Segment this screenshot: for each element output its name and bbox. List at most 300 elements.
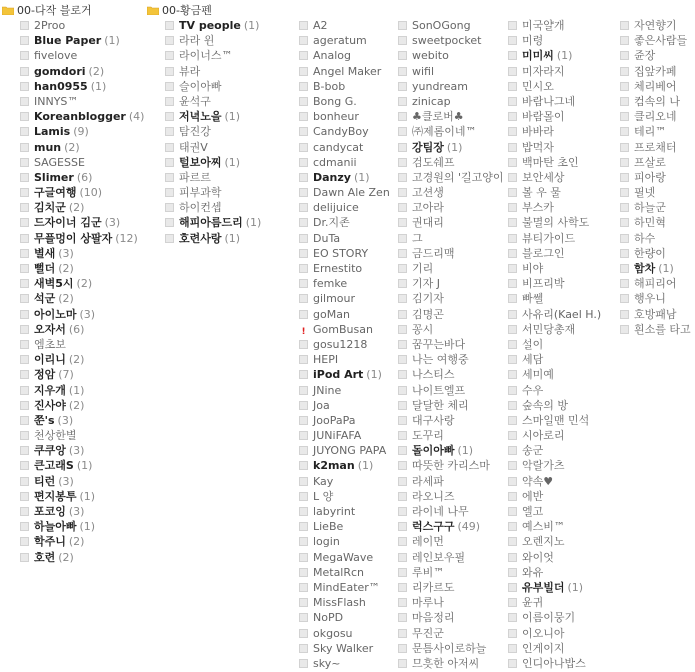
checkbox-icon[interactable] [508,401,517,410]
blog-item[interactable] [299,185,395,200]
blog-name[interactable]: mun [34,140,62,154]
blog-item[interactable] [20,124,144,139]
blog-name[interactable]: zinicap [412,94,451,108]
checkbox-icon[interactable] [20,82,29,91]
blog-name[interactable]: 하민혁 [634,216,666,230]
blog-name[interactable]: DuTa [313,231,341,245]
blog-item[interactable] [299,443,395,458]
checkbox-icon[interactable] [508,158,517,167]
blog-item[interactable] [508,610,618,625]
blog-name[interactable]: 부스카 [522,201,554,215]
checkbox-icon[interactable] [20,264,29,273]
blog-name[interactable]: 아이노마 [34,307,77,321]
blog-name[interactable]: ageratum [313,34,367,48]
blog-item[interactable] [20,261,144,276]
blog-item[interactable] [299,504,395,519]
blog-item[interactable] [299,155,395,170]
checkbox-icon[interactable] [398,659,407,668]
blog-item[interactable] [508,231,618,246]
blog-item[interactable] [398,413,516,428]
blog-name[interactable]: 별새 [34,246,56,260]
blog-name[interactable]: JUYONG PAPA [313,444,387,458]
blog-item[interactable] [620,185,695,200]
blog-item[interactable] [299,489,395,504]
blog-name[interactable]: B-bob [313,79,346,93]
checkbox-icon[interactable] [620,51,629,60]
blog-name[interactable]: 마루나 [412,596,444,610]
blog-item[interactable] [398,64,516,79]
checkbox-icon[interactable] [299,477,308,486]
checkbox-icon[interactable] [398,36,407,45]
blog-name[interactable]: 행우니 [634,292,666,306]
blog-name[interactable]: k2man [313,459,355,473]
checkbox-icon[interactable] [620,112,629,121]
blog-name[interactable]: GomBusan [313,322,373,336]
blog-item[interactable] [299,18,395,33]
checkbox-icon[interactable] [20,325,29,334]
checkbox-icon[interactable] [299,613,308,622]
blog-name[interactable]: TV people [179,19,241,32]
checkbox-icon[interactable] [299,355,308,364]
blog-item[interactable] [20,18,144,33]
blog-item[interactable] [299,322,395,337]
blog-item[interactable] [165,155,295,170]
blog-item[interactable] [20,170,144,185]
blog-name[interactable]: 나이트엘프 [412,383,466,397]
checkbox-icon[interactable] [508,249,517,258]
blog-name[interactable]: 강팀장 [412,140,444,154]
checkbox-icon[interactable] [508,553,517,562]
checkbox-icon[interactable] [398,234,407,243]
blog-item[interactable] [20,474,144,489]
blog-name[interactable]: 바람몰이 [522,110,565,124]
blog-item[interactable] [299,337,395,352]
blog-item[interactable] [620,140,695,155]
blog-name[interactable]: 한량이 [634,246,666,260]
blog-item[interactable] [508,124,618,139]
checkbox-icon[interactable] [398,629,407,638]
checkbox-icon[interactable] [165,188,174,197]
blog-name[interactable]: 오자서 [34,322,66,336]
blog-item[interactable] [508,185,618,200]
blog-name[interactable]: 도꾸리 [412,429,444,443]
checkbox-icon[interactable] [20,249,29,258]
blog-name[interactable]: Koreanblogger [34,110,126,124]
checkbox-icon[interactable] [620,203,629,212]
blog-name[interactable]: labyrint [313,505,356,518]
blog-name[interactable]: SonOGong [412,19,471,32]
blog-item[interactable] [508,322,618,337]
blog-item[interactable] [20,367,144,382]
blog-item[interactable] [20,215,144,230]
blog-item[interactable] [20,458,144,473]
blog-name[interactable]: 와이엇 [522,550,554,564]
blog-name[interactable]: 해피리어 [634,277,677,291]
checkbox-icon[interactable] [20,127,29,136]
blog-name[interactable]: Angel Maker [313,64,382,78]
blog-item[interactable] [20,322,144,337]
checkbox-icon[interactable] [398,446,407,455]
blog-name[interactable]: 티런 [34,474,56,488]
checkbox-icon[interactable] [398,21,407,30]
blog-item[interactable] [299,428,395,443]
blog-name[interactable]: JUNiFAFA [313,429,362,443]
blog-item[interactable] [398,231,516,246]
blog-item[interactable] [398,656,516,671]
blog-name[interactable]: 피아랑 [634,170,666,184]
blog-name[interactable]: 진사야 [34,398,66,412]
checkbox-icon[interactable] [398,173,407,182]
checkbox-icon[interactable] [165,67,174,76]
blog-item[interactable] [398,79,516,94]
checkbox-icon[interactable] [620,36,629,45]
blog-item[interactable] [508,413,618,428]
checkbox-icon[interactable] [299,507,308,516]
blog-name[interactable]: HEPI [313,353,339,367]
blog-name[interactable]: A2 [313,19,328,32]
blog-name[interactable]: NoPD [313,611,344,625]
checkbox-icon[interactable] [620,249,629,258]
checkbox-icon[interactable] [299,644,308,653]
blog-item[interactable] [620,291,695,306]
blog-name[interactable]: 볼 우 물 [522,186,561,200]
blog-name[interactable]: 레인보우필 [412,550,466,564]
blog-name[interactable]: 클리오네 [634,110,677,124]
blog-name[interactable]: 이름이뭉기 [522,611,576,625]
checkbox-icon[interactable] [398,492,407,501]
blog-item[interactable] [508,504,618,519]
blog-name[interactable]: 미미씨 [522,49,554,63]
checkbox-icon[interactable] [398,644,407,653]
blog-item[interactable] [299,383,395,398]
checkbox-icon[interactable] [620,294,629,303]
checkbox-icon[interactable] [620,143,629,152]
blog-item[interactable] [299,534,395,549]
blog-item[interactable] [165,64,295,79]
checkbox-icon[interactable] [20,477,29,486]
checkbox-icon[interactable] [398,158,407,167]
blog-item[interactable] [20,352,144,367]
checkbox-icon[interactable] [508,21,517,30]
checkbox-icon[interactable] [299,127,308,136]
blog-name[interactable]: MissFlash [313,596,366,610]
blog-item[interactable] [508,109,618,124]
blog-item[interactable] [398,307,516,322]
blog-name[interactable]: 필넷 [634,186,656,200]
checkbox-icon[interactable] [20,112,29,121]
checkbox-icon[interactable] [299,158,308,167]
blog-item[interactable] [299,398,395,413]
blog-item[interactable] [398,489,516,504]
checkbox-icon[interactable] [299,629,308,638]
checkbox-icon[interactable] [508,386,517,395]
blog-item[interactable] [20,337,144,352]
blog-name[interactable]: 뷰티가이드 [522,231,576,245]
checkbox-icon[interactable] [508,51,517,60]
blog-name[interactable]: 정암 [34,368,56,382]
checkbox-icon[interactable] [398,401,407,410]
blog-item[interactable] [299,64,395,79]
checkbox-icon[interactable] [20,294,29,303]
blog-item[interactable] [20,443,144,458]
blog-item[interactable] [508,33,618,48]
blog-item[interactable] [299,48,395,63]
checkbox-icon[interactable] [299,522,308,531]
checkbox-icon[interactable] [508,325,517,334]
blog-name[interactable]: 설이 [522,337,544,351]
blog-name[interactable]: 하수 [634,231,656,245]
blog-item[interactable] [165,170,295,185]
blog-name[interactable]: 뻘더 [34,262,56,275]
checkbox-icon[interactable] [299,234,308,243]
blog-name[interactable]: 호련사랑 [179,231,222,245]
checkbox-icon[interactable] [20,36,29,45]
blog-name[interactable]: gomdori [34,64,86,78]
checkbox-icon[interactable] [508,629,517,638]
blog-item[interactable] [620,200,695,215]
checkbox-icon[interactable] [20,203,29,212]
checkbox-icon[interactable] [398,203,407,212]
checkbox-icon[interactable] [508,294,517,303]
blog-name[interactable]: 엠초보 [34,337,66,351]
checkbox-icon[interactable] [299,21,308,30]
blog-item[interactable] [299,565,395,580]
blog-name[interactable]: 비야 [522,262,544,275]
blog-item[interactable] [508,656,618,671]
blog-item[interactable] [165,18,295,33]
blog-name[interactable]: Dawn Ale Zen [313,186,390,200]
blog-name[interactable]: Kay [313,474,334,488]
blog-item[interactable] [398,215,516,230]
checkbox-icon[interactable] [299,173,308,182]
blog-item[interactable] [398,48,516,63]
blog-name[interactable]: bonheur [313,110,359,124]
blog-item[interactable] [20,79,144,94]
blog-name[interactable]: 쭌's [34,413,55,427]
blog-item[interactable] [299,124,395,139]
blog-item[interactable] [508,550,618,565]
blog-name[interactable]: 무플멍이 상팔자 [34,231,113,245]
checkbox-icon[interactable] [398,386,407,395]
blog-item[interactable] [398,534,516,549]
blog-item[interactable] [20,94,144,109]
checkbox-icon[interactable] [398,583,407,592]
blog-item[interactable] [20,231,144,246]
blog-item[interactable] [508,565,618,580]
blog-item[interactable] [299,474,395,489]
blog-name[interactable]: 루비™ [412,565,445,579]
checkbox-icon[interactable] [20,51,29,60]
checkbox-icon[interactable] [299,36,308,45]
blog-item[interactable] [620,48,695,63]
blog-item[interactable] [508,291,618,306]
blog-name[interactable]: 불멸의 사학도 [522,216,590,230]
checkbox-icon[interactable] [20,234,29,243]
checkbox-icon[interactable] [620,325,629,334]
blog-item[interactable] [299,246,395,261]
blog-item[interactable] [20,307,144,322]
blog-name[interactable]: 학주니 [34,535,66,549]
checkbox-icon[interactable] [398,598,407,607]
blog-item[interactable] [299,413,395,428]
checkbox-icon[interactable] [508,218,517,227]
blog-item[interactable] [508,489,618,504]
folder-header[interactable] [2,3,144,18]
blog-item[interactable] [620,246,695,261]
blog-name[interactable]: ♣클로버♣ [412,110,464,124]
checkbox-icon[interactable] [20,310,29,319]
blog-name[interactable]: 예스비™ [522,520,565,534]
blog-item[interactable] [165,94,295,109]
blog-name[interactable]: 라이네 나무 [412,505,469,518]
checkbox-icon[interactable] [398,294,407,303]
blog-name[interactable]: 고아라 [412,201,444,215]
blog-item[interactable] [398,474,516,489]
blog-item[interactable] [398,519,516,534]
checkbox-icon[interactable] [508,355,517,364]
checkbox-icon[interactable] [398,507,407,516]
blog-item[interactable] [508,94,618,109]
blog-name[interactable]: 자연향기 [634,19,677,32]
blog-name[interactable]: LieBe [313,520,344,534]
blog-name[interactable]: gosu1218 [313,337,368,351]
checkbox-icon[interactable] [398,82,407,91]
checkbox-icon[interactable] [508,416,517,425]
checkbox-icon[interactable] [398,553,407,562]
blog-item[interactable] [508,155,618,170]
blog-item[interactable] [508,626,618,641]
blog-item[interactable] [299,595,395,610]
blog-item[interactable] [299,610,395,625]
blog-name[interactable]: 2Proo [34,19,66,32]
checkbox-icon[interactable] [508,36,517,45]
blog-name[interactable]: 컴속의 나 [634,94,681,108]
checkbox-icon[interactable] [165,234,174,243]
checkbox-icon[interactable] [620,158,629,167]
checkbox-icon[interactable] [398,370,407,379]
blog-item[interactable] [20,489,144,504]
checkbox-icon[interactable] [165,51,174,60]
blog-name[interactable]: Dr.지존 [313,216,350,230]
blog-name[interactable]: 보안세상 [522,170,565,184]
blog-name[interactable]: 라세파 [412,474,444,488]
checkbox-icon[interactable] [620,234,629,243]
blog-item[interactable] [299,170,395,185]
checkbox-icon[interactable] [620,67,629,76]
blog-name[interactable]: 비프리박 [522,277,565,291]
checkbox-icon[interactable] [20,97,29,106]
blog-item[interactable] [299,626,395,641]
checkbox-icon[interactable] [299,340,308,349]
blog-name[interactable]: 수우 [522,383,544,397]
blog-item[interactable] [299,291,395,306]
checkbox-icon[interactable] [165,21,174,30]
checkbox-icon[interactable] [20,507,29,516]
blog-name[interactable]: Bong G. [313,94,357,108]
blog-item[interactable] [398,565,516,580]
checkbox-icon[interactable] [508,583,517,592]
blog-item[interactable] [398,443,516,458]
blog-item[interactable] [620,79,695,94]
blog-item[interactable] [508,398,618,413]
checkbox-icon[interactable] [508,143,517,152]
checkbox-icon[interactable] [20,218,29,227]
blog-name[interactable]: 뷰라 [179,64,201,78]
checkbox-icon[interactable] [398,279,407,288]
checkbox-icon[interactable] [299,203,308,212]
checkbox-icon[interactable] [398,143,407,152]
blog-item[interactable] [398,322,516,337]
checkbox-icon[interactable] [398,340,407,349]
blog-name[interactable]: 김기자 [412,292,444,306]
blog-item[interactable] [620,94,695,109]
blog-name[interactable]: 세담 [522,353,544,367]
blog-name[interactable]: 큰고래S [34,459,74,473]
checkbox-icon[interactable] [299,386,308,395]
checkbox-icon[interactable] [398,264,407,273]
blog-name[interactable]: 따뜻한 카리스마 [412,459,490,473]
checkbox-icon[interactable] [165,97,174,106]
checkbox-icon[interactable] [20,386,29,395]
blog-name[interactable]: SAGESSE [34,155,85,169]
blog-item[interactable] [299,200,395,215]
blog-item[interactable] [620,155,695,170]
checkbox-icon[interactable] [508,340,517,349]
checkbox-icon[interactable] [20,370,29,379]
blog-item[interactable] [20,413,144,428]
checkbox-icon[interactable] [398,249,407,258]
checkbox-icon[interactable] [20,461,29,470]
blog-item[interactable] [620,124,695,139]
checkbox-icon[interactable] [398,310,407,319]
checkbox-icon[interactable] [508,370,517,379]
blog-name[interactable]: 권대리 [412,216,444,230]
blog-name[interactable]: 서민당총재 [522,322,576,336]
blog-item[interactable] [20,155,144,170]
blog-name[interactable]: 문틈사이로하늘 [412,641,487,655]
checkbox-icon[interactable] [508,188,517,197]
checkbox-icon[interactable] [165,143,174,152]
checkbox-icon[interactable] [299,188,308,197]
checkbox-icon[interactable] [398,325,407,334]
blog-item[interactable] [20,550,144,565]
blog-name[interactable]: 시아로리 [522,429,565,443]
blog-name[interactable]: login [313,535,340,549]
checkbox-icon[interactable] [165,173,174,182]
blog-name[interactable]: 구글여행 [34,186,77,200]
blog-item[interactable] [20,185,144,200]
blog-name[interactable]: 돌이아빠 [412,444,455,458]
blog-name[interactable]: 약속♥ [522,474,554,488]
blog-name[interactable]: wifil [412,64,435,78]
checkbox-icon[interactable] [508,537,517,546]
blog-name[interactable]: 유부빌더 [522,580,565,594]
blog-name[interactable]: 금드리맥 [412,246,455,260]
checkbox-icon[interactable] [398,355,407,364]
blog-name[interactable]: 호방패남 [634,307,677,321]
blog-item[interactable] [398,140,516,155]
blog-item[interactable] [299,276,395,291]
checkbox-icon[interactable] [398,461,407,470]
blog-name[interactable]: 천상한별 [34,429,77,443]
blog-item[interactable] [508,246,618,261]
blog-item[interactable] [620,322,695,337]
blog-name[interactable]: 와유 [522,565,544,579]
blog-name[interactable]: sky~ [313,656,341,670]
checkbox-icon[interactable] [508,446,517,455]
blog-name[interactable]: 호련 [34,550,56,564]
blog-name[interactable]: 악랄가츠 [522,459,565,473]
